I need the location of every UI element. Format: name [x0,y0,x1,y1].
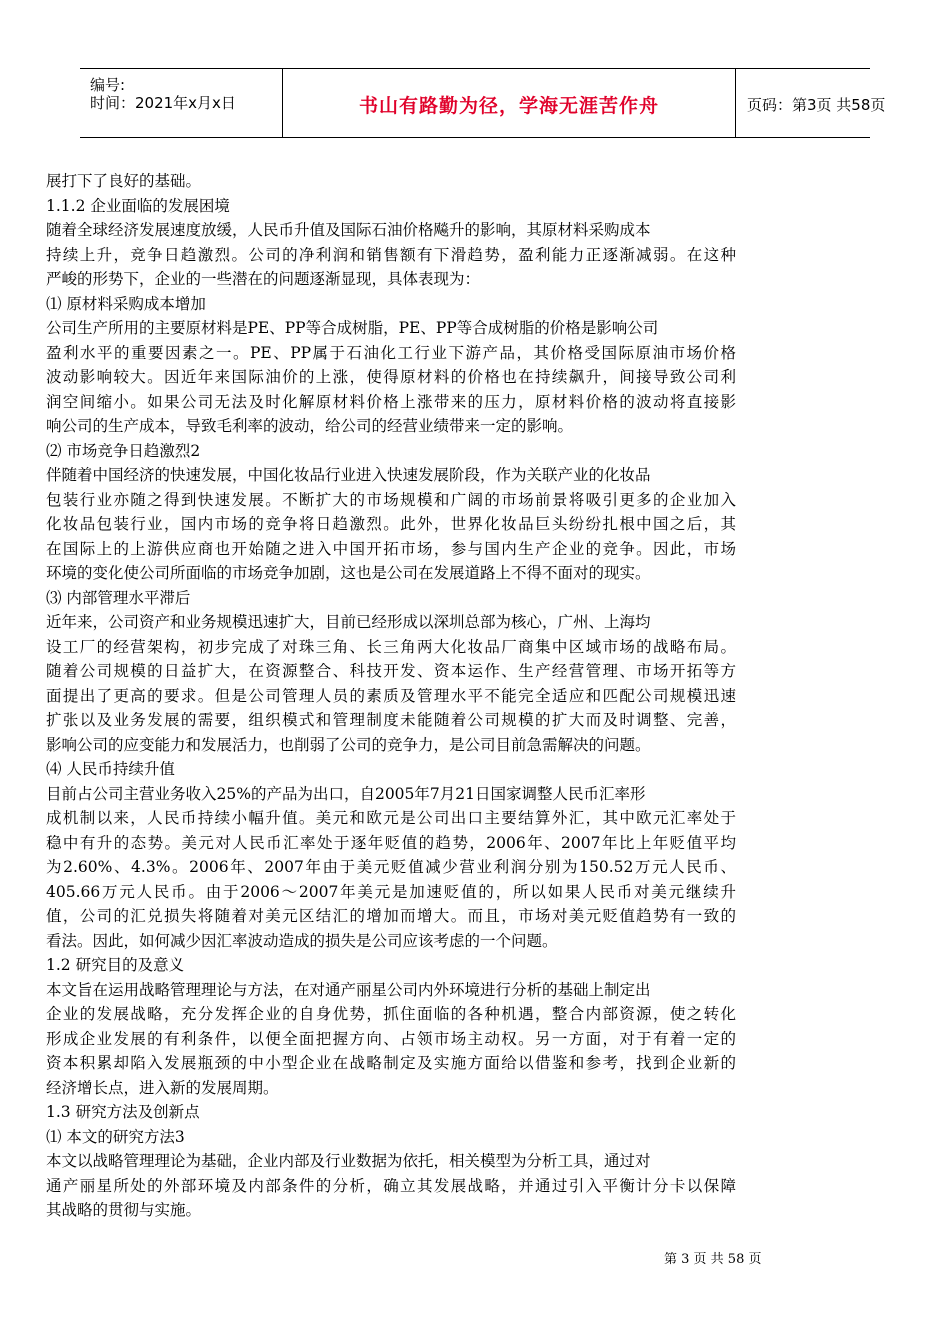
text-line: ⑷ 人民币持续升值 [46,760,175,778]
text-line: 影响公司的应变能力和发展活力，也削弱了公司的竞争力，是公司目前急需解决的问题。 [46,735,651,754]
page-header [80,68,886,138]
text-line: 成机制以来，人民币持续小幅升值。美元和欧元是公司出口主要结算外汇，其中欧元汇率处于 [46,809,736,827]
text-line: 经济增长点，进入新的发展周期。 [46,1078,279,1097]
text-line: ⑶ 内部管理水平滞后 [46,588,191,607]
text-line: ⑴ 本文的研究方法3 [46,1127,185,1146]
text-line: 值，公司的汇兑损失将随着对美元区结汇的增加而增大。而且，市场对美元贬值趋势有一致的 [46,907,736,925]
text-line: 近年来，公司资产和业务规模迅速扩大，目前已经形成以深圳总部为核心，广州、上海均 [46,613,651,631]
text-line: 本文旨在运用战略管理理论与方法，在对通产丽星公司内外环境进行分析的基础上制定出 [46,980,651,999]
text-line: 1.1.2 企业面临的发展困境 [46,196,230,215]
text-line: 展打下了良好的基础。 [46,172,202,190]
text-line: 伴随着中国经济的快速发展，中国化妆品行业进入快速发展阶段，作为关联产业的化妆品 [46,466,651,484]
text-line: 包装行业亦随之得到快速发展。不断扩大的市场规模和广阔的市场前景将吸引更多的企业加入 [46,490,736,509]
text-line: 405.66万元人民币。由于2006～2007年美元是加速贬值的，所以如果人民币对美元继续升 [46,882,736,901]
text-line: ⑴ 原材料采购成本增加 [46,294,206,313]
text-line: 稳中有升的态势。美元对人民币汇率处于逐年贬值的趋势，2006年、2007年比上年贬值平均 [46,833,736,852]
text-line: 波动影响较大。因近年来国际油价的上涨，使得原材料的价格也在持续飙升，间接导致公司利 [46,368,736,386]
document-number-label: 编号: [90,76,126,94]
text-line: 环境的变化使公司所面临的市场竞争加剧，这也是公司在发展道路上不得不面对的现实。 [46,564,651,582]
text-line: 看法。因此，如何减少因汇率波动造成的损失是公司应该考虑的一个问题。 [46,931,558,950]
text-line: 其战略的贯彻与实施。 [46,1201,202,1219]
text-line: 为2.60%、4.3%。2006年、2007年由于美元贬值减少营业利润分别为150.52万元人民币、 [46,858,736,876]
text-line: 随着公司规模的日益扩大，在资源整合、科技开发、资本运作、生产经营管理、市场开拓等方 [46,662,736,680]
text-line: 形成企业发展的有利条件，以便全面把握方向、占领市场主动权。另一方面，对于有着一定的 [46,1029,736,1048]
text-line: 响公司的生产成本，导致毛利率的波动，给公司的经营业绩带来一定的影响。 [46,417,574,435]
text-line: 通产丽星所处的外部环境及内部条件的分析，确立其发展战略，并通过引入平衡计分卡以保障 [46,1176,736,1195]
text-line: 本文以战略管理理论为基础，企业内部及行业数据为依托，相关模型为分析工具，通过对 [46,1152,651,1170]
text-line: 随着全球经济发展速度放缓，人民币升值及国际石油价格飚升的影响，其原材料采购成本 [46,221,651,239]
document-body [46,169,736,1223]
text-line: ⑵ 市场竞争日趋激烈2 [46,441,201,460]
header-motto-cell [282,69,736,137]
header-page-cell [735,69,886,137]
header-meta [80,69,282,137]
text-line: 面提出了更高的要求。但是公司管理人员的素质及管理水平不能完全适应和匹配公司规模迅速 [46,686,736,705]
text-line: 设工厂的经营架构，初步完成了对珠三角、长三角两大化妆品厂商集中区域市场的战略布局。 [46,637,736,656]
text-line: 资本积累却陷入发展瓶颈的中小型企业在战略制定及实施方面给以借鉴和参考，找到企业新的 [46,1054,736,1072]
text-line: 企业的发展战略，充分发挥企业的自身优势，抓住面临的各种机遇，整合内部资源，使之转化 [46,1005,736,1023]
page-footer: 第 3 页 共 58 页 [664,1252,762,1267]
header-page-number: 页码：第3页 共58页 [747,96,886,114]
text-line: 扩张以及业务发展的需要，组织模式和管理制度未能随着公司规模的扩大而及时调整、完善， [46,711,736,729]
motto-text: 书山有路勤为径，学海无涯苦作舟 [358,95,659,117]
text-line: 化妆品包装行业，国内市场的竞争将日趋激烈。此外，世界化妆品巨头纷纷扎根中国之后，其 [46,515,736,533]
text-line: 持续上升，竞争日趋激烈。公司的净利润和销售额有下滑趋势，盈利能力正逐渐减弱。在这种 [46,245,736,264]
text-line: 在国际上的上游供应商也开始随之进入中国开拓市场，参与国内生产企业的竞争。因此，市场 [46,539,736,558]
text-line: 1.2 研究目的及意义 [46,956,185,974]
text-line: 1.3 研究方法及创新点 [46,1103,200,1121]
text-line: 公司生产所用的主要原材料是PE、PP等合成树脂，PE、PP等合成树脂的价格是影响公司 [46,319,659,337]
text-line: 盈利水平的重要因素之一。PE、PP属于石油化工行业下游产品，其价格受国际原油市场价格 [46,343,736,362]
text-line: 目前占公司主营业务收入25%的产品为出口，自2005年7月21日国家调整人民币汇率形 [46,784,646,803]
text-line: 严峻的形势下，企业的一些潜在的问题逐渐显现，具体表现为： [46,270,481,288]
text-line: 润空间缩小。如果公司无法及时化解原材料价格上涨带来的压力，原材料价格的波动将直接影 [46,392,736,411]
document-date: 时间：2021年x月x日 [90,94,236,112]
